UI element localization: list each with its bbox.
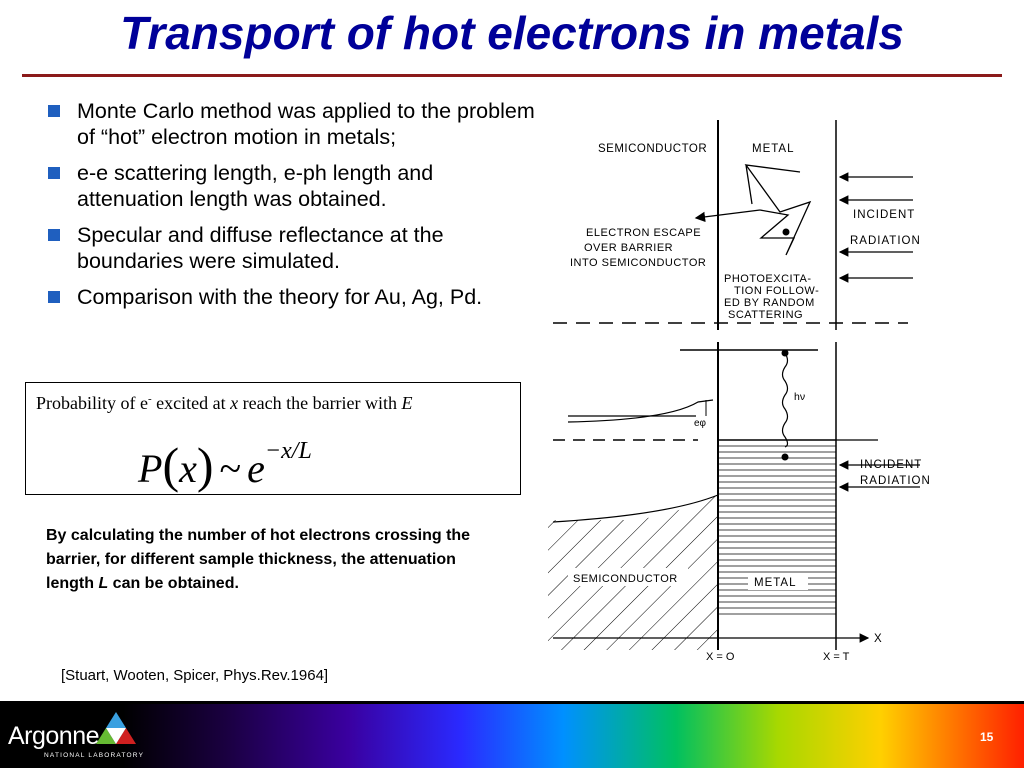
hot-electron-diagram [548, 120, 948, 670]
photo-label-3: ED BY RANDOM [724, 297, 815, 309]
top-metal-label: METAL [752, 143, 795, 155]
escape-label-1: ELECTRON ESCAPE [586, 227, 702, 239]
bullet-list [46, 98, 536, 320]
calculation-note: By calculating the number of hot electrons crossing the barrier, for different sample thickness, the attenuation length L can be obtained. [46, 527, 471, 592]
top-panel [553, 120, 921, 330]
formula-box [25, 382, 521, 495]
top-semiconductor-label: SEMICONDUCTOR [598, 143, 708, 155]
bullet-item [46, 98, 536, 150]
footer-bar [0, 704, 1024, 768]
bullet-square-icon [48, 229, 60, 241]
radiation-label-top: RADIATION [850, 235, 921, 247]
e-phi-label: eφ [694, 418, 707, 429]
h-nu-label: hν [794, 391, 806, 403]
bullet-text: Monte Carlo method was applied to the problem of “hot” electron motion in metals; [77, 99, 535, 149]
bullet-text: Comparison with the theory for Au, Ag, Pd. [77, 285, 483, 309]
argonne-logo-icon [96, 710, 136, 746]
bullet-item [46, 284, 536, 310]
escape-label-2: OVER BARRIER [584, 242, 674, 254]
page-number: 15 [980, 730, 994, 744]
argonne-logo-text: Argonne [8, 722, 100, 750]
title-divider [22, 74, 1002, 77]
photo-label-2: TION FOLLOW- [734, 285, 820, 297]
argonne-logo-subtitle: NATIONAL LABORATORY [44, 752, 145, 759]
escape-label-3: INTO SEMICONDUCTOR [570, 257, 707, 269]
bullet-text: Specular and diffuse reflectance at the boundaries were simulated. [77, 223, 444, 273]
bullet-square-icon [48, 105, 60, 117]
axis-x-label: X [874, 633, 882, 645]
formula-equation: P(x) ~ $e^{-x/L}$ [138, 437, 312, 493]
bullet-item [46, 160, 536, 212]
bullet-item [46, 222, 536, 274]
citation: [Stuart, Wooten, Spicer, Phys.Rev.1964] [61, 667, 329, 684]
x-t-label: X = T [823, 651, 850, 663]
bullet-square-icon [48, 291, 60, 303]
bullet-text: e-e scattering length, e-ph length and attenuation length was obtained. [77, 161, 434, 211]
slide-title: Transport of hot electrons in metals [120, 7, 904, 59]
bottom-panel [548, 342, 931, 663]
photo-label-4: SCATTERING [728, 309, 804, 321]
incident-label-bottom: INCIDENT [860, 459, 923, 471]
formula-label: Probability of e- excited at x reach the barrier with E [36, 393, 413, 413]
bottom-semiconductor-label: SEMICONDUCTOR [573, 573, 678, 585]
photo-label-1: PHOTOEXCITA- [724, 273, 812, 285]
incident-label-top: INCIDENT [853, 209, 916, 221]
bottom-metal-label: METAL [754, 577, 797, 589]
bullet-square-icon [48, 167, 60, 179]
x-zero-label: X = O [706, 651, 735, 663]
radiation-label-bottom: RADIATION [860, 475, 931, 487]
